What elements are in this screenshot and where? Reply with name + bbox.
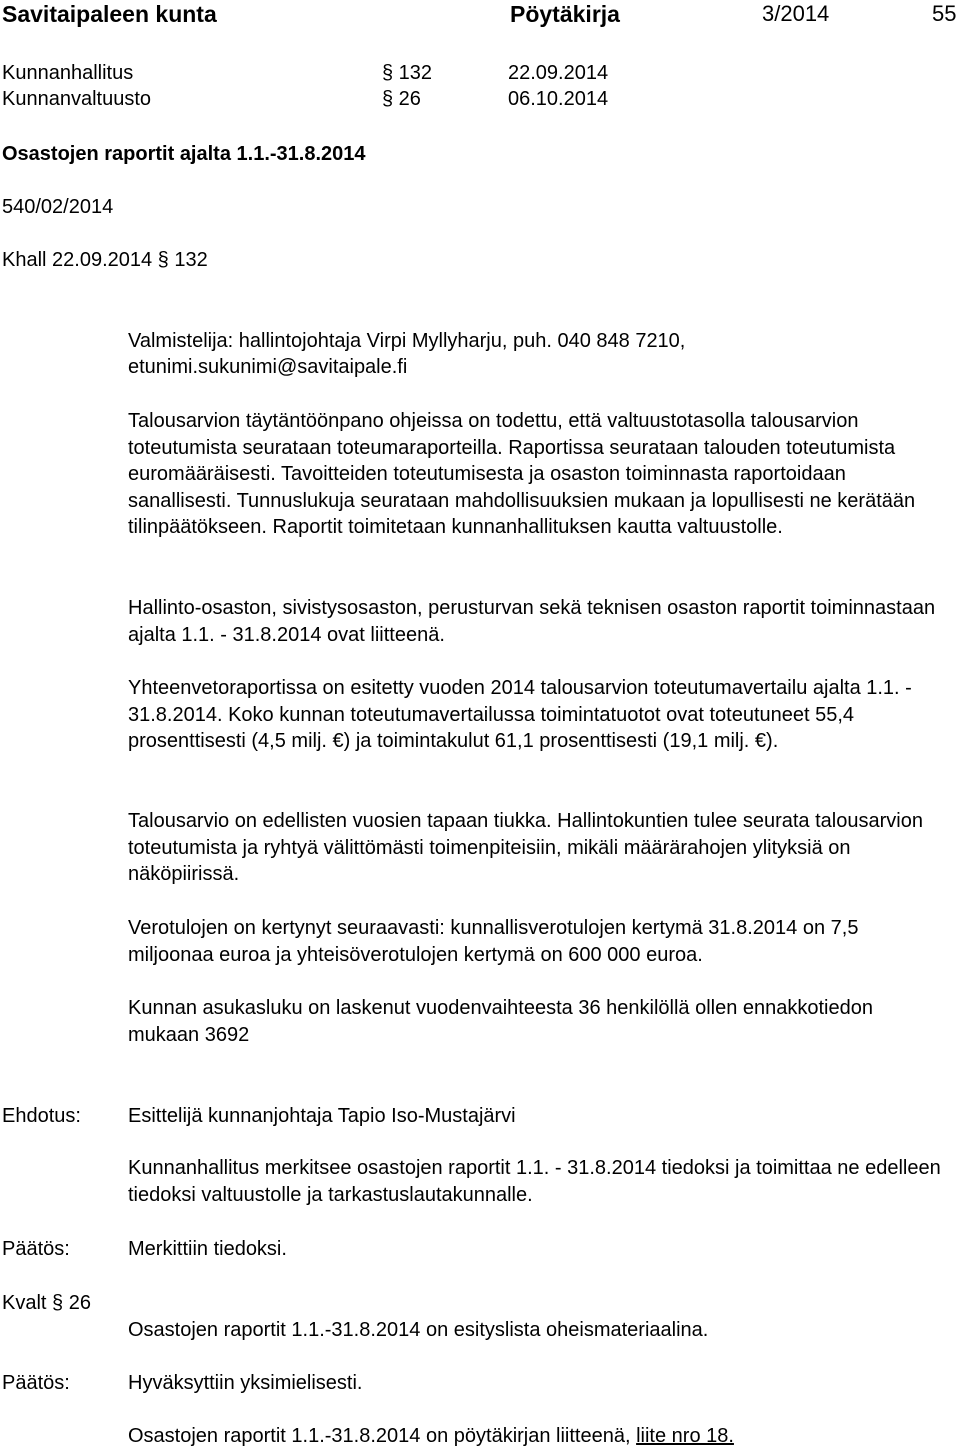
proposal-text: Kunnanhallitus merkitsee osastojen raportit 1.1. - 31.8.2014 tiedoksi ja toimittaa ne edelleen tiedoksi valtuustolle ja tarkastuslautakunnalle.: [128, 1157, 941, 1206]
kvalt-material-text: Osastojen raportit 1.1.-31.8.2014 on esityslista oheismateriaalina.: [128, 1319, 709, 1341]
paragraph-tax-revenue: Verotulojen on kertynyt seuraavasti: kunnallisverotulojen kertymä 31.8.2014 on 7,5 miljoonaa euroa ja yhteisöverotulojen kertymä on 600 000 euroa.: [128, 917, 859, 966]
paragraph-department-reports: Hallinto-osaston, sivistysosaston, perusturvan sekä teknisen osaston raportit toiminnastaan ajalta 1.1. - 31.8.2014 ovat liitteenä.: [128, 597, 936, 646]
item-title: Osastojen raportit ajalta 1.1.-31.8.2014: [2, 143, 366, 165]
meeting-date: 22.09.2014: [508, 62, 609, 84]
meeting-section: § 26: [382, 88, 421, 110]
kvalt-decision-label: Päätös:: [2, 1372, 70, 1394]
meeting-section: § 132: [382, 62, 433, 84]
paragraph-budget-tight: Talousarvio on edellisten vuosien tapaan tiukka. Hallintokuntien tulee seurata talousarvion toteutumista ja ryhtyä välittömästi toimenpiteisiin, mikäli määrärahojen ylityksiä on näköpiirissä.: [128, 810, 923, 885]
record-number: 540/02/2014: [2, 196, 114, 218]
attachment-text: Osastojen raportit 1.1.-31.8.2014 on pöytäkirjan liitteenä,: [128, 1425, 637, 1447]
meeting-body: Kunnanvaltuusto: [2, 88, 152, 110]
document-type: Pöytäkirja: [510, 1, 620, 27]
proposal-label: Ehdotus:: [2, 1105, 81, 1127]
paragraph-population: Kunnan asukasluku on laskenut vuodenvaihteesta 36 henkilöllä ollen ennakkotiedon mukaan 3692: [128, 997, 873, 1046]
attachment-link[interactable]: liite nro 18.: [636, 1425, 734, 1447]
preparer-line: Valmistelija: hallintojohtaja Virpi Myllyharju, puh. 040 848 7210,: [128, 330, 686, 352]
kvalt-label: Kvalt § 26: [2, 1292, 91, 1314]
paragraph-reporting: Talousarvion täytäntöönpano ohjeissa on todettu, että valtuustotasolla talousarvion toteutumista seurataan toteumaraporteilla. Raportissa seurataan talouden toteutumista euromääräisesti. Tavoitteiden toteutumisesta ja osaston toiminnasta raportoidaan sanallisesti. Tunnuslukuja seurataan mahdollisuuksien mukaan ja lopullisesti ne kerätään tilinpäätökseen. Raportit toimitetaan kunnanhallituksen kautta valtuustolle.: [128, 410, 916, 538]
document-number: 3/2014: [762, 1, 830, 26]
paragraph-summary-report: Yhteenvetoraportissa on esitetty vuoden 2014 talousarvion toteutumavertailu ajalta 1.1. - 31.8.2014. Koko kunnan toteutumavertailussa toimintatuotot ovat toteutuneet 55,4 prosenttisesti (4,5 milj. €) ja toimintakulut 61,1 prosenttisesti (19,1 milj. €).: [128, 677, 912, 752]
proposal-presenter: Esittelijä kunnanjohtaja Tapio Iso-Mustajärvi: [128, 1105, 516, 1127]
attachment-line: [128, 1423, 734, 1450]
kvalt-decision-text: Hyväksyttiin yksimielisesti.: [128, 1372, 363, 1394]
meeting-body: Kunnanhallitus: [2, 62, 134, 84]
history-reference: Khall 22.09.2014 § 132: [2, 249, 208, 271]
meeting-date: 06.10.2014: [508, 88, 609, 110]
municipality-name: Savitaipaleen kunta: [2, 1, 217, 27]
decision-label: Päätös:: [2, 1238, 70, 1260]
decision-text: Merkittiin tiedoksi.: [128, 1238, 287, 1260]
page-number: 55: [932, 1, 957, 26]
preparer-email: etunimi.sukunimi@savitaipale.fi: [128, 356, 408, 378]
